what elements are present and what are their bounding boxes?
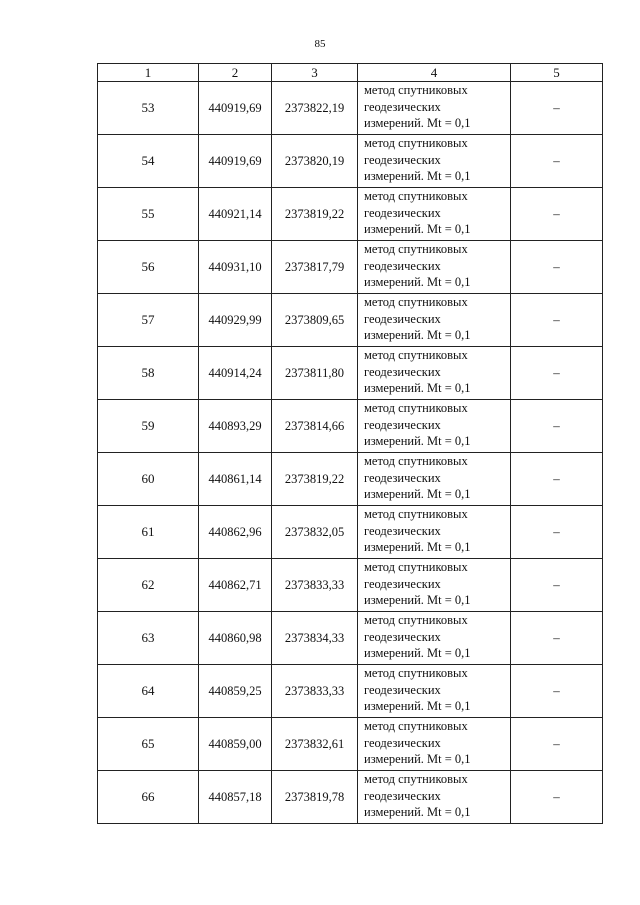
- note-cell: [511, 506, 603, 559]
- method-cell: [358, 400, 511, 453]
- x-coordinate-cell: 440893,29: [199, 400, 272, 453]
- point-number-cell: 59: [98, 400, 199, 453]
- note-cell: [511, 294, 603, 347]
- method-cell: [358, 188, 511, 241]
- note-dash: –: [553, 312, 560, 327]
- note-cell: [511, 718, 603, 771]
- note-cell: [511, 771, 603, 824]
- y-coordinate-cell: 2373819,22: [272, 188, 358, 241]
- method-line: метод спутниковых: [364, 454, 468, 468]
- method-cell: [358, 294, 511, 347]
- x-coordinate-cell: 440860,98: [199, 612, 272, 665]
- x-coordinate-cell: 440857,18: [199, 771, 272, 824]
- point-number-cell: 65: [98, 718, 199, 771]
- table-row: [98, 506, 603, 559]
- table-header-row: [98, 64, 603, 82]
- method-line: измерений. Mt = 0,1: [364, 275, 471, 289]
- x-coordinate-cell: 440862,96: [199, 506, 272, 559]
- method-line: измерений. Mt = 0,1: [364, 169, 471, 183]
- method-line: метод спутниковых: [364, 719, 468, 733]
- method-line: измерений. Mt = 0,1: [364, 487, 471, 501]
- method-line: измерений. Mt = 0,1: [364, 699, 471, 713]
- column-header-4: 4: [358, 64, 511, 82]
- y-coordinate-cell: 2373811,80: [272, 347, 358, 400]
- method-line: метод спутниковых: [364, 348, 468, 362]
- method-line: метод спутниковых: [364, 189, 468, 203]
- note-dash: –: [553, 418, 560, 433]
- y-coordinate-cell: 2373822,19: [272, 82, 358, 135]
- note-dash: –: [553, 577, 560, 592]
- method-line: измерений. Mt = 0,1: [364, 381, 471, 395]
- method-line: метод спутниковых: [364, 136, 468, 150]
- note-cell: [511, 559, 603, 612]
- column-header-2: 2: [199, 64, 272, 82]
- method-cell: [358, 347, 511, 400]
- y-coordinate-cell: 2373834,33: [272, 612, 358, 665]
- page-number: 85: [314, 38, 326, 50]
- x-coordinate-cell: 440859,25: [199, 665, 272, 718]
- method-line: метод спутниковых: [364, 295, 468, 309]
- point-number-cell: 58: [98, 347, 199, 400]
- point-number-cell: 61: [98, 506, 199, 559]
- method-line: геодезических: [364, 99, 441, 114]
- y-coordinate-cell: 2373833,33: [272, 665, 358, 718]
- method-line: геодезических: [364, 258, 441, 273]
- note-dash: –: [553, 471, 560, 486]
- method-line: метод спутниковых: [364, 613, 468, 627]
- y-coordinate-cell: 2373832,61: [272, 718, 358, 771]
- method-cell: [358, 771, 511, 824]
- method-line: измерений. Mt = 0,1: [364, 805, 471, 819]
- method-line: метод спутниковых: [364, 242, 468, 256]
- method-line: измерений. Mt = 0,1: [364, 434, 471, 448]
- x-coordinate-cell: 440919,69: [199, 82, 272, 135]
- method-cell: [358, 718, 511, 771]
- y-coordinate-cell: 2373817,79: [272, 241, 358, 294]
- x-coordinate-cell: 440931,10: [199, 241, 272, 294]
- note-cell: [511, 347, 603, 400]
- note-dash: –: [553, 524, 560, 539]
- y-coordinate-cell: 2373819,22: [272, 453, 358, 506]
- method-line: измерений. Mt = 0,1: [364, 328, 471, 342]
- coordinates-table: [97, 63, 603, 824]
- point-number-cell: 55: [98, 188, 199, 241]
- table-row: [98, 188, 603, 241]
- method-line: геодезических: [364, 311, 441, 326]
- method-cell: [358, 135, 511, 188]
- note-cell: [511, 400, 603, 453]
- table-row: [98, 718, 603, 771]
- column-header-1: 1: [98, 64, 199, 82]
- x-coordinate-cell: 440861,14: [199, 453, 272, 506]
- note-dash: –: [553, 206, 560, 221]
- table-body: [98, 82, 603, 824]
- table-row: [98, 347, 603, 400]
- point-number-cell: 54: [98, 135, 199, 188]
- method-line: геодезических: [364, 523, 441, 538]
- point-number-cell: 62: [98, 559, 199, 612]
- method-line: геодезических: [364, 205, 441, 220]
- method-cell: [358, 612, 511, 665]
- method-line: измерений. Mt = 0,1: [364, 593, 471, 607]
- table-row: [98, 241, 603, 294]
- method-line: метод спутниковых: [364, 666, 468, 680]
- note-cell: [511, 612, 603, 665]
- note-dash: –: [553, 683, 560, 698]
- method-cell: [358, 665, 511, 718]
- y-coordinate-cell: 2373814,66: [272, 400, 358, 453]
- method-line: геодезических: [364, 682, 441, 697]
- method-line: измерений. Mt = 0,1: [364, 540, 471, 554]
- note-dash: –: [553, 153, 560, 168]
- point-number-cell: 66: [98, 771, 199, 824]
- point-number-cell: 60: [98, 453, 199, 506]
- method-line: геодезических: [364, 417, 441, 432]
- x-coordinate-cell: 440862,71: [199, 559, 272, 612]
- column-header-5: 5: [511, 64, 603, 82]
- method-line: метод спутниковых: [364, 83, 468, 97]
- method-line: геодезических: [364, 364, 441, 379]
- table-row: [98, 82, 603, 135]
- method-line: измерений. Mt = 0,1: [364, 646, 471, 660]
- method-line: геодезических: [364, 470, 441, 485]
- method-line: геодезических: [364, 735, 441, 750]
- method-line: метод спутниковых: [364, 560, 468, 574]
- method-cell: [358, 82, 511, 135]
- x-coordinate-cell: 440859,00: [199, 718, 272, 771]
- method-line: геодезических: [364, 788, 441, 803]
- note-dash: –: [553, 630, 560, 645]
- method-line: метод спутниковых: [364, 772, 468, 786]
- method-line: метод спутниковых: [364, 507, 468, 521]
- method-line: измерений. Mt = 0,1: [364, 222, 471, 236]
- x-coordinate-cell: 440921,14: [199, 188, 272, 241]
- method-cell: [358, 241, 511, 294]
- table-row: [98, 559, 603, 612]
- y-coordinate-cell: 2373833,33: [272, 559, 358, 612]
- method-line: метод спутниковых: [364, 401, 468, 415]
- note-dash: –: [553, 365, 560, 380]
- column-header-3: 3: [272, 64, 358, 82]
- table-row: [98, 135, 603, 188]
- method-line: геодезических: [364, 152, 441, 167]
- method-cell: [358, 453, 511, 506]
- note-cell: [511, 453, 603, 506]
- table-row: [98, 612, 603, 665]
- table-row: [98, 771, 603, 824]
- y-coordinate-cell: 2373809,65: [272, 294, 358, 347]
- note-dash: –: [553, 736, 560, 751]
- point-number-cell: 57: [98, 294, 199, 347]
- method-cell: [358, 506, 511, 559]
- method-cell: [358, 559, 511, 612]
- table-row: [98, 400, 603, 453]
- x-coordinate-cell: 440919,69: [199, 135, 272, 188]
- note-cell: [511, 135, 603, 188]
- method-line: геодезических: [364, 629, 441, 644]
- note-dash: –: [553, 259, 560, 274]
- note-cell: [511, 188, 603, 241]
- method-line: измерений. Mt = 0,1: [364, 116, 471, 130]
- table-row: [98, 665, 603, 718]
- table-row: [98, 294, 603, 347]
- note-cell: [511, 82, 603, 135]
- y-coordinate-cell: 2373820,19: [272, 135, 358, 188]
- point-number-cell: 64: [98, 665, 199, 718]
- y-coordinate-cell: 2373832,05: [272, 506, 358, 559]
- method-line: измерений. Mt = 0,1: [364, 752, 471, 766]
- point-number-cell: 56: [98, 241, 199, 294]
- note-cell: [511, 241, 603, 294]
- x-coordinate-cell: 440929,99: [199, 294, 272, 347]
- x-coordinate-cell: 440914,24: [199, 347, 272, 400]
- point-number-cell: 53: [98, 82, 199, 135]
- note-dash: –: [553, 100, 560, 115]
- method-line: геодезических: [364, 576, 441, 591]
- y-coordinate-cell: 2373819,78: [272, 771, 358, 824]
- note-cell: [511, 665, 603, 718]
- table-row: [98, 453, 603, 506]
- point-number-cell: 63: [98, 612, 199, 665]
- note-dash: –: [553, 789, 560, 804]
